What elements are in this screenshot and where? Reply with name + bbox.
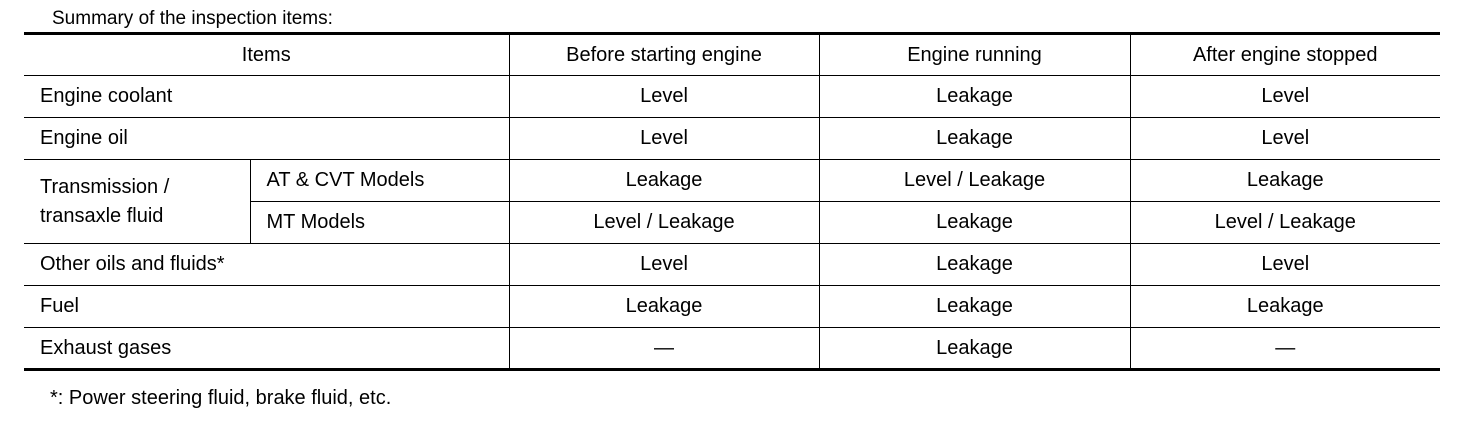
table-row-transmission-at-cvt (24, 160, 1440, 202)
header-before-starting-engine: Before starting engine (509, 34, 819, 76)
item-name: Other oils and fluids* (24, 244, 509, 286)
item-name: Engine coolant (24, 76, 509, 118)
item-name: Engine oil (24, 118, 509, 160)
cell-after: — (1130, 328, 1440, 370)
table-caption: Summary of the inspection items: (52, 8, 333, 29)
cell-running: Leakage (819, 76, 1130, 118)
table-row-engine-coolant (24, 76, 1440, 118)
cell-before: — (509, 328, 819, 370)
table-row-exhaust-gases (24, 328, 1440, 370)
cell-running: Leakage (819, 118, 1130, 160)
cell-before: Level / Leakage (509, 202, 819, 244)
cell-after: Level (1130, 118, 1440, 160)
item-name-transmission: Transmission / transaxle fluid (24, 160, 250, 244)
table-header-row (24, 34, 1440, 76)
table-row-engine-oil (24, 118, 1440, 160)
table-row-other-oils-fluids (24, 244, 1440, 286)
header-after-engine-stopped: After engine stopped (1130, 34, 1440, 76)
cell-after: Leakage (1130, 160, 1440, 202)
table-row-fuel (24, 286, 1440, 328)
cell-before: Level (509, 76, 819, 118)
cell-running: Leakage (819, 244, 1130, 286)
cell-running: Leakage (819, 286, 1130, 328)
cell-running: Level / Leakage (819, 160, 1130, 202)
table-footnote: *: Power steering fluid, brake fluid, etc. (50, 387, 392, 409)
cell-before: Leakage (509, 160, 819, 202)
item-name: Fuel (24, 286, 509, 328)
header-items: Items (24, 34, 509, 76)
inspection-table (24, 32, 1440, 371)
cell-before: Level (509, 244, 819, 286)
cell-before: Level (509, 118, 819, 160)
cell-running: Leakage (819, 202, 1130, 244)
sub-item-mt-models: MT Models (250, 202, 509, 244)
cell-after: Level (1130, 76, 1440, 118)
sub-item-at-cvt-models: AT & CVT Models (250, 160, 509, 202)
cell-after: Leakage (1130, 286, 1440, 328)
cell-running: Leakage (819, 328, 1130, 370)
item-name: Exhaust gases (24, 328, 509, 370)
header-engine-running: Engine running (819, 34, 1130, 76)
cell-after: Level / Leakage (1130, 202, 1440, 244)
cell-after: Level (1130, 244, 1440, 286)
cell-before: Leakage (509, 286, 819, 328)
